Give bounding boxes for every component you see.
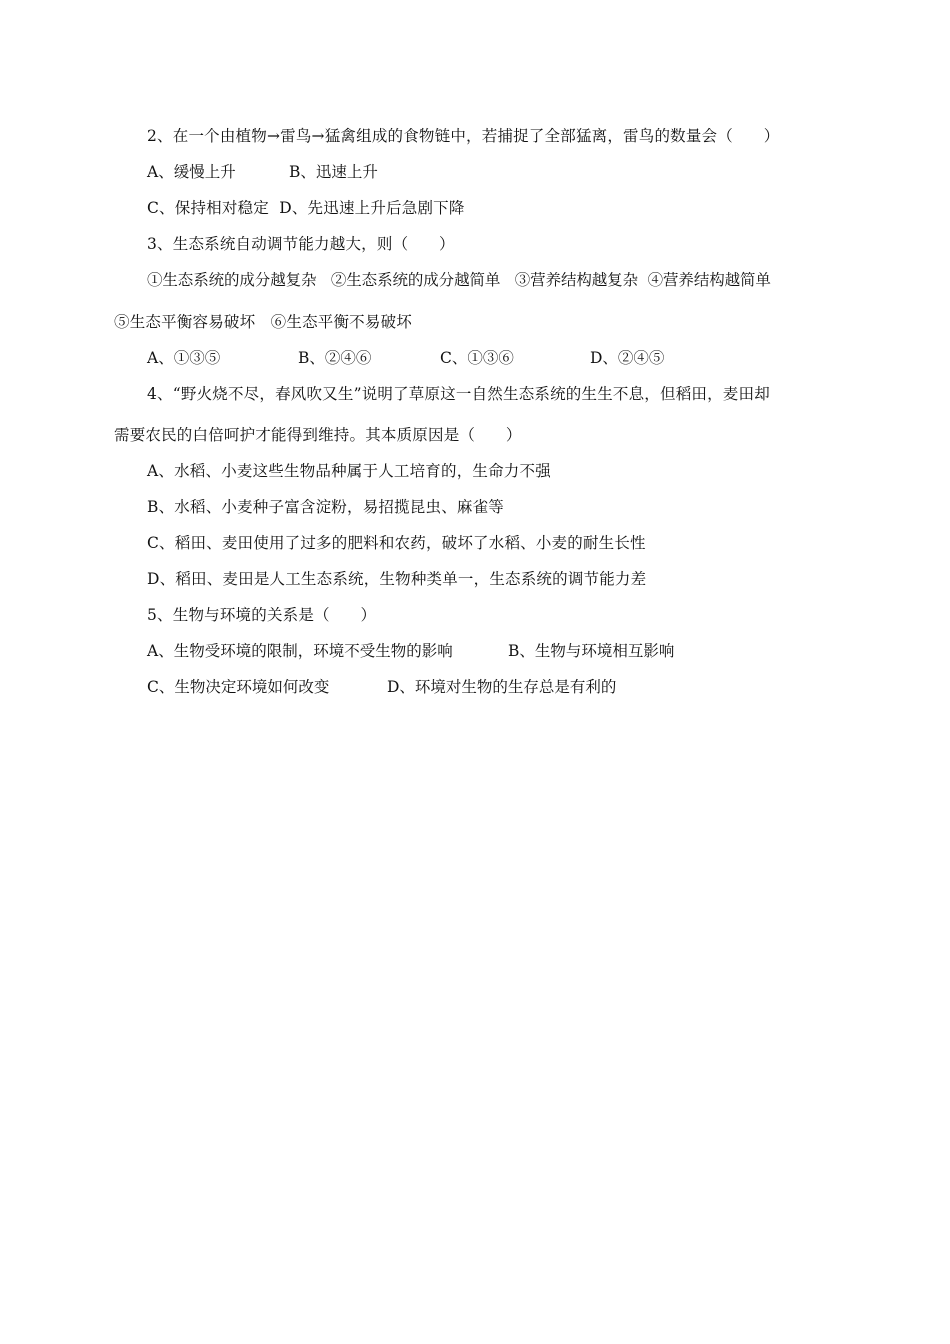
q4-stem-line1: 4、“野火烧不尽，春风吹又生”说明了草原这一自然生态系统的生生不息，但稻田，麦田却	[147, 385, 770, 403]
q5-option-b: B、生物与环境相互影响	[508, 642, 675, 660]
q5-stem: 5、生物与环境的关系是（ ）	[147, 606, 377, 624]
q3-option-c: C、①③⑥	[440, 349, 514, 367]
q4-stem-line2: 需要农民的白倍呵护才能得到维持。其本质原因是（ ）	[114, 426, 522, 444]
q2-option-a: A、缓慢上升	[147, 163, 236, 181]
q3-statements-line2: ⑤生态平衡容易破坏 ⑥生态平衡不易破坏	[114, 313, 412, 331]
q2-stem: 2、在一个由植物→雷鸟→猛禽组成的食物链中，若捕捉了全部猛离，雷鸟的数量会（ ）	[147, 127, 780, 145]
q4-option-b: B、水稻、小麦种子富含淀粉，易招揽昆虫、麻雀等	[147, 498, 504, 516]
q3-option-a: A、①③⑤	[147, 349, 221, 367]
q2-options-c-d: C、保持相对稳定 D、先迅速上升后急剧下降	[147, 199, 465, 217]
q3-statements-line1: ①生态系统的成分越复杂 ②生态系统的成分越简单 ③营养结构越复杂 ④营养结构越简单	[147, 271, 771, 289]
q5-option-d: D、环境对生物的生存总是有利的	[387, 678, 617, 696]
q3-option-b: B、②④⑥	[298, 349, 372, 367]
q3-option-d: D、②④⑤	[590, 349, 665, 367]
q4-option-c: C、稻田、麦田使用了过多的肥料和农药，破坏了水稻、小麦的耐生长性	[147, 534, 646, 552]
q4-option-a: A、水稻、小麦这些生物品种属于人工培育的，生命力不强	[147, 462, 551, 480]
q2-option-b: B、迅速上升	[289, 163, 378, 181]
q5-option-a: A、生物受环境的限制，环境不受生物的影响	[147, 642, 453, 660]
q4-option-d: D、稻田、麦田是人工生态系统，生物种类单一，生态系统的调节能力差	[147, 570, 647, 588]
q5-option-c: C、生物决定环境如何改变	[147, 678, 330, 696]
q3-stem: 3、生态系统自动调节能力越大，则（ ）	[147, 235, 455, 253]
